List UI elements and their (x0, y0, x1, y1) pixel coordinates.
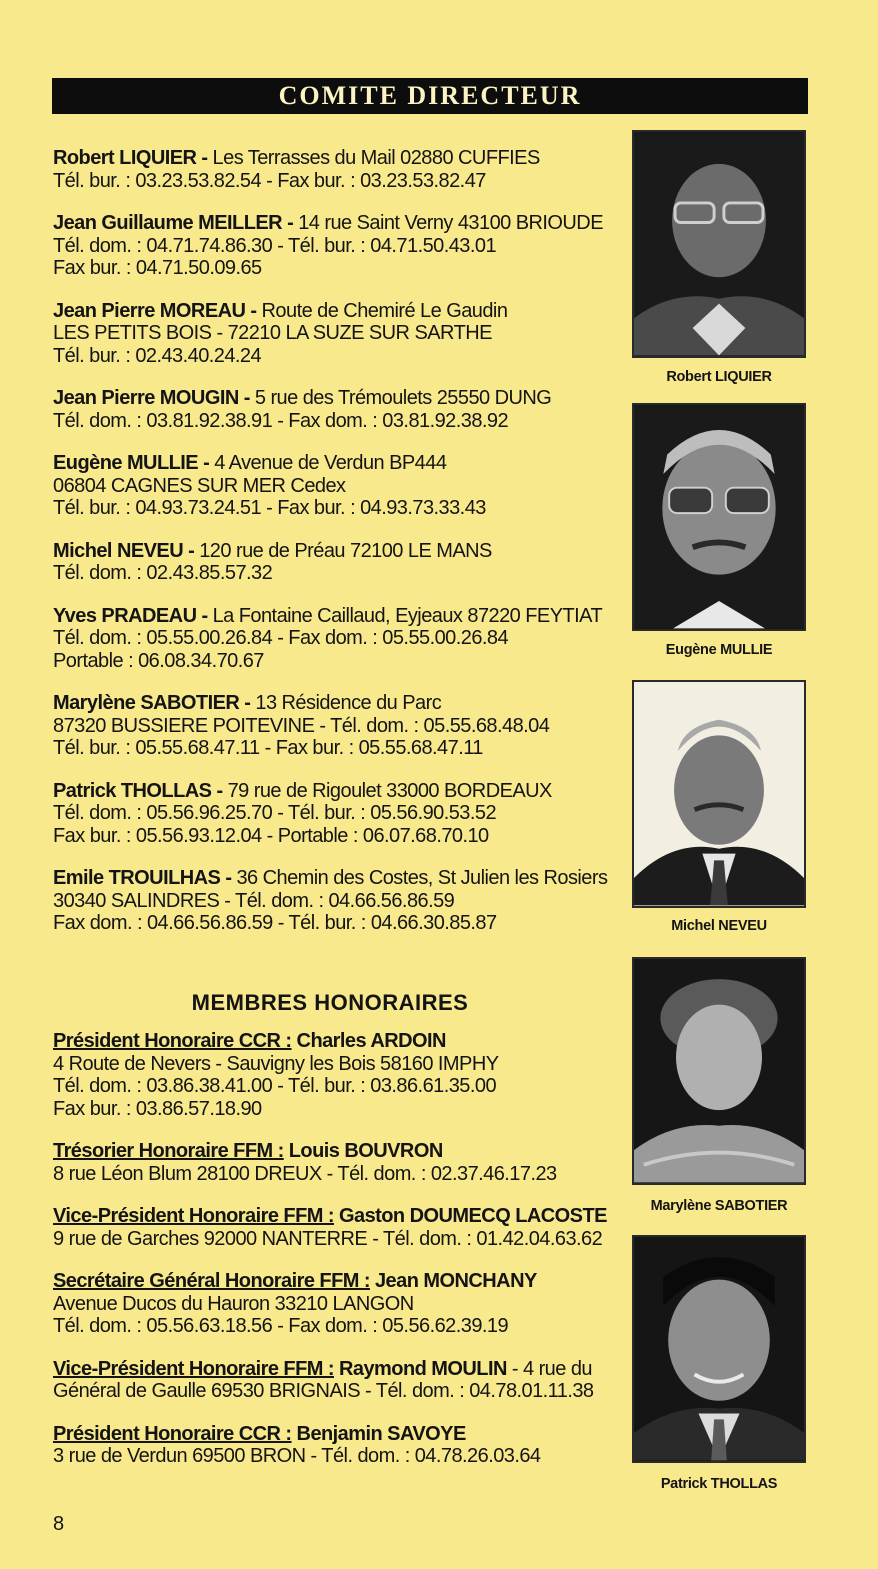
director-detail: 87320 BUSSIERE POITEVINE - Tél. dom. : 05.55.68.48.04 (53, 714, 550, 737)
honorary-name: Raymond MOULIN (339, 1357, 507, 1380)
photo-caption: Eugène MULLIE (665, 642, 773, 658)
director-name: Robert LIQUIER (53, 147, 197, 169)
director-name: Emile TROUILHAS (53, 867, 221, 889)
photo-caption: Marylène SABOTIER (650, 1198, 788, 1214)
honorary-entry (53, 1270, 633, 1338)
honorary-detail: Tél. dom. : 03.86.38.41.00 - Tél. bur. : 03.86.61.35.00 (53, 1075, 497, 1097)
portrait-image (634, 132, 804, 356)
honorary-detail: Tél. dom. : 05.56.63.18.56 - Fax dom. : 05.56.62.39.19 (53, 1315, 509, 1337)
director-address: 4 Avenue de Verdun BP444 (214, 452, 447, 474)
director-entry: Yves PRADEAU - La Fontaine Caillaud, Eyjeaux 87220 FEYTIAT Tél. dom. : 05.55.00.26.84 - Fax dom. : 05.55.00.26.84 Portable : 06.08.34.70.67 (53, 605, 633, 673)
director-name: Eugène MULLIE (53, 452, 199, 474)
portrait-image (634, 1237, 804, 1461)
honorary-detail: Général de Gaulle 69530 BRIGNAIS - Tél. dom. : 04.78.01.11.38 (53, 1380, 594, 1402)
director-name: Marylène SABOTIER (53, 692, 240, 714)
honorary-detail: 9 rue de Garches 92000 NANTERRE - Tél. dom. : 01.42.04.63.62 (53, 1227, 603, 1250)
director-entry: Robert LIQUIER - Les Terrasses du Mail 02880 CUFFIES Tél. bur. : 03.23.53.82.54 - Fax bur. : 03.23.53.82.47 (53, 147, 633, 192)
director-detail: 06804 CAGNES SUR MER Cedex (53, 474, 346, 497)
director-address: 36 Chemin des Costes, St Julien les Rosiers (236, 867, 608, 889)
honorary-list (53, 1030, 633, 1488)
director-detail: LES PETITS BOIS - 72210 LA SUZE SUR SARTHE (53, 322, 492, 344)
director-entry: Michel NEVEU - 120 rue de Préau 72100 LE MANS Tél. dom. : 02.43.85.57.32 (53, 540, 633, 585)
directors-list (53, 147, 633, 955)
director-name: Yves PRADEAU (53, 604, 197, 627)
director-detail: Fax bur. : 05.56.93.12.04 - Portable : 06.07.68.70.10 (53, 824, 489, 847)
photo-caption: Robert LIQUIER (666, 369, 772, 385)
director-detail: Fax dom. : 04.66.56.86.59 - Tél. bur. : 04.66.30.85.87 (53, 912, 497, 934)
portrait-image (634, 959, 804, 1183)
photo-caption: Michel NEVEU (671, 918, 767, 934)
director-entry: Jean Pierre MOUGIN - 5 rue des Trémoulets 25550 DUNG Tél. dom. : 03.81.92.38.91 - Fax dom. : 03.81.92.38.92 (53, 387, 633, 432)
director-detail: Tél. dom. : 02.43.85.57.32 (53, 562, 273, 584)
photo-caption: Patrick THOLLAS (660, 1476, 778, 1492)
director-entry: Emile TROUILHAS - 36 Chemin des Costes, St Julien les Rosiers 30340 SALINDRES - Tél. dom. : 04.66.56.86.59 Fax dom. : 04.66.56.86.59 - Tél. bur. : 04.66.30.85.87 (53, 867, 633, 935)
director-detail: Portable : 06.08.34.70.67 (53, 649, 264, 672)
director-address: 5 rue des Trémoulets 25550 DUNG (254, 387, 552, 409)
director-entry: Patrick THOLLAS - 79 rue de Rigoulet 33000 BORDEAUX Tél. dom. : 05.56.96.25.70 - Tél. bur. : 05.56.90.53.52 Fax bur. : 05.56.93.12.04 - Portable : 06.07.68.70.10 (53, 780, 633, 848)
honorary-detail: Fax bur. : 03.86.57.18.90 (53, 1097, 262, 1120)
honorary-detail: 8 rue Léon Blum 28100 DREUX - Tél. dom. : 02.37.46.17.23 (53, 1162, 557, 1185)
honorary-detail: Avenue Ducos du Hauron 33210 LANGON (53, 1292, 414, 1315)
honorary-entry: Vice-Président Honoraire FFM : Raymond MOULIN - 4 rue du Général de Gaulle 69530 BRIGNAIS - Tél. dom. : 04.78.01.11.38 (53, 1358, 633, 1403)
honorary-role: Secrétaire Général Honoraire FFM : (53, 1270, 370, 1292)
page-number: 8 (53, 1513, 65, 1535)
honorary-name: Gaston DOUMECQ LACOSTE (339, 1205, 607, 1227)
honorary-entry (53, 1205, 633, 1250)
director-detail: 30340 SALINDRES - Tél. dom. : 04.66.56.86.59 (53, 889, 455, 912)
director-entry: Jean Guillaume MEILLER - 14 rue Saint Verny 43100 BRIOUDE Tél. dom. : 04.71.74.86.30 - Tél. bur. : 04.71.50.43.01 Fax bur. : 04.71.50.09.65 (53, 212, 633, 280)
honorary-role: Vice-Président Honoraire FFM : (53, 1205, 334, 1227)
section-banner (52, 78, 808, 114)
honorary-detail: 4 Route de Nevers - Sauvigny les Bois 58160 IMPHY (53, 1052, 499, 1075)
director-name: Jean Guillaume MEILLER (53, 212, 283, 234)
honorary-role: Trésorier Honoraire FFM : (53, 1140, 284, 1162)
director-address: 79 rue de Rigoulet 33000 BORDEAUX (227, 779, 552, 802)
portrait-image (634, 682, 804, 906)
portrait-photo (632, 130, 806, 358)
honorary-entry (53, 1423, 633, 1468)
director-entry: Jean Pierre MOREAU - Route de Chemiré Le Gaudin LES PETITS BOIS - 72210 LA SUZE SUR SARTHE Tél. bur. : 02.43.40.24.24 (53, 300, 633, 368)
honorary-role: Président Honoraire CCR : (53, 1422, 292, 1445)
director-detail: Tél. bur. : 04.93.73.24.51 - Fax bur. : 04.93.73.33.43 (53, 497, 486, 519)
honorary-inline: 4 rue du (522, 1357, 592, 1380)
portrait-photo (632, 403, 806, 631)
director-detail: Tél. dom. : 04.71.74.86.30 - Tél. bur. : 04.71.50.43.01 (53, 234, 497, 257)
portrait-image (634, 405, 804, 629)
honorary-name: Louis BOUVRON (288, 1140, 443, 1162)
director-entry: Eugène MULLIE - 4 Avenue de Verdun BP444 06804 CAGNES SUR MER Cedex Tél. bur. : 04.93.73.24.51 - Fax bur. : 04.93.73.33.43 (53, 452, 633, 520)
director-entry: Marylène SABOTIER - 13 Résidence du Parc 87320 BUSSIERE POITEVINE - Tél. dom. : 05.55.68.48.04 Tél. bur. : 05.55.68.47.11 - Fax bur. : 05.55.68.47.11 (53, 692, 633, 760)
director-detail: Tél. dom. : 03.81.92.38.91 - Fax dom. : 03.81.92.38.92 (53, 409, 509, 432)
honorary-name: Jean MONCHANY (374, 1270, 537, 1292)
director-name: Patrick THOLLAS (53, 779, 212, 802)
honorary-name: Charles ARDOIN (296, 1030, 446, 1052)
director-address: Les Terrasses du Mail 02880 CUFFIES (212, 147, 540, 169)
portrait-photo (632, 680, 806, 908)
director-detail: Tél. dom. : 05.56.96.25.70 - Tél. bur. : 05.56.90.53.52 (53, 802, 497, 824)
director-address: La Fontaine Caillaud, Eyjeaux 87220 FEYTIAT (212, 604, 603, 627)
director-address: 14 rue Saint Verny 43100 BRIOUDE (298, 212, 603, 234)
honorary-entry (53, 1140, 633, 1185)
portrait-photo (632, 957, 806, 1185)
honorary-detail: 3 rue de Verdun 69500 BRON - Tél. dom. : 04.78.26.03.64 (53, 1445, 541, 1467)
director-detail: Tél. dom. : 05.55.00.26.84 - Fax dom. : 05.55.00.26.84 (53, 627, 509, 649)
section-title: COMITE DIRECTEUR (278, 81, 582, 110)
honorary-name: Benjamin SAVOYE (296, 1422, 466, 1445)
director-address: Route de Chemiré Le Gaudin (261, 299, 508, 322)
portrait-photo (632, 1235, 806, 1463)
director-detail: Tél. bur. : 02.43.40.24.24 (53, 344, 262, 367)
honorary-role: Vice-Président Honoraire FFM : (53, 1357, 334, 1380)
honorary-entry (53, 1030, 633, 1120)
honorary-title: MEMBRES HONORAIRES (191, 990, 469, 1015)
director-name: Jean Pierre MOREAU (53, 299, 246, 322)
director-detail: Tél. bur. : 03.23.53.82.54 - Fax bur. : 03.23.53.82.47 (53, 169, 486, 192)
director-detail: Tél. bur. : 05.55.68.47.11 - Fax bur. : 05.55.68.47.11 (53, 737, 483, 759)
director-name: Michel NEVEU (53, 539, 184, 562)
director-name: Jean Pierre MOUGIN (53, 387, 239, 409)
director-address: 120 rue de Préau 72100 LE MANS (199, 539, 492, 562)
honorary-role: Président Honoraire CCR : (53, 1030, 292, 1052)
director-address: 13 Résidence du Parc (255, 692, 442, 714)
director-detail: Fax bur. : 04.71.50.09.65 (53, 257, 262, 279)
